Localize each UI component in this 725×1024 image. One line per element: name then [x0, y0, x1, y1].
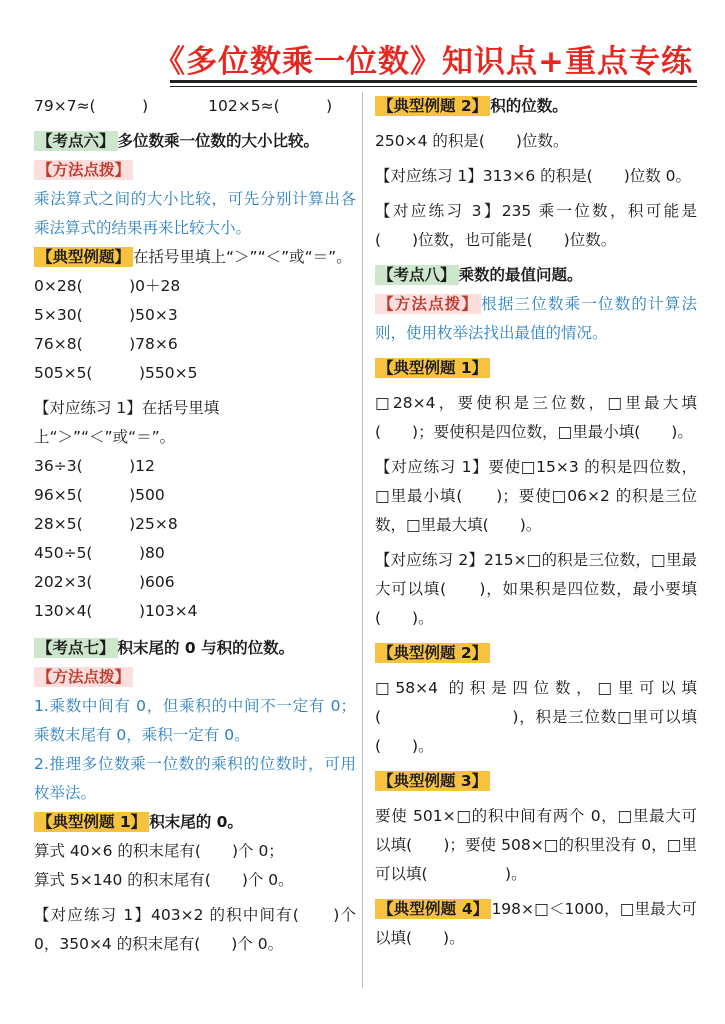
method-text-2a: 1.乘数中间有 0，但乘积的中间不一定有 0；乘数末尾有 0，乘积一定有 0。	[34, 697, 356, 744]
r-example-tag-2: 【典型例题 1】	[375, 358, 490, 378]
r-example-line-3: □58×4 的积是四位数，□里可以填( )，积是三位数□里可以填( )。	[375, 679, 697, 755]
left-column	[34, 92, 356, 959]
right-column	[375, 92, 697, 953]
r-example-heading-3	[375, 639, 697, 668]
r-practice-b2: 【对应练习 2】215×□的积是三位数，□里最大可以填( )，如果积是四位数，最小要填( )。	[375, 551, 697, 627]
method-heading-1	[34, 156, 356, 185]
practice-line: 450÷5( )80	[34, 544, 165, 562]
page-title: 《多位数乘一位数》知识点+重点专练	[154, 44, 693, 80]
r-example-heading-1	[375, 92, 697, 121]
practice-line: 96×5( )500	[34, 486, 165, 504]
r-example-tag-5: 【典型例题 4】	[375, 899, 491, 919]
example-tag-2: 【典型例题 1】	[34, 812, 149, 832]
practice-line: 28×5( )25×8	[34, 515, 178, 533]
r-practice-3: 【对应练习 3】235 乘一位数，积可能是( )位数，也可能是( )位数。	[375, 202, 697, 249]
example-line: 76×8( )78×6	[34, 335, 178, 353]
r-example-heading-2	[375, 354, 697, 383]
example-line: 505×5( )550×5	[34, 364, 198, 382]
k8-title: 乘数的最值问题。	[458, 266, 583, 284]
k8-tag: 【考点八】	[375, 265, 459, 285]
example-heading-1	[34, 243, 356, 272]
estimate-item-2: 102×5≈( )	[208, 97, 333, 115]
example-text-1: 在括号里填上“＞”“＜”或“＝”。	[133, 248, 352, 266]
r-example-heading-4	[375, 767, 697, 796]
r-example-tag-3: 【典型例题 2】	[375, 643, 490, 663]
r-example-text-5: 198×□＜1000，□里最大可以填( )。	[375, 900, 697, 947]
r-example-text-1: 积的位数。	[490, 97, 568, 115]
method-heading-2	[34, 663, 356, 692]
r-example-heading-5	[375, 895, 697, 953]
practice-line: 130×4( )103×4	[34, 602, 198, 620]
estimate-row	[34, 92, 356, 121]
r-practice-1: 【对应练习 1】313×6 的积是( )位数 0。	[375, 167, 692, 185]
method-text-1: 乘法算式之间的大小比较，可先分别计算出各乘法算式的结果再来比较大小。	[34, 190, 356, 237]
method-text-2b: 2.推理多位数乘一位数的乘积的位数时，可用枚举法。	[34, 755, 356, 802]
k6-title: 多位数乘一位数的大小比较。	[117, 132, 320, 150]
title-underline	[170, 80, 697, 83]
column-divider	[362, 92, 363, 988]
r-example-line-2: □28×4，要使积是三位数，□里最大填( )；要使积是四位数，□里最小填( )。	[375, 394, 697, 441]
r-practice-b1: 【对应练习 1】要使□15×3 的积是四位数，□里最小填( )；要使□06×2 的积是三位数，□里最大填( )。	[375, 458, 697, 534]
r-example-line-4: 要使 501×□的积中间有两个 0，□里最大可以填( )；要使 508×□的积里没有 0，□里可以填( )。	[375, 807, 697, 883]
example-heading-2	[34, 808, 356, 837]
estimate-item-1: 79×7≈( )	[34, 97, 149, 115]
section-k8-heading	[375, 261, 697, 290]
example-line: 0×28( )0＋28	[34, 277, 181, 295]
example-text-2: 积末尾的 0。	[149, 813, 243, 831]
r-example-tag-4: 【典型例题 3】	[375, 771, 490, 791]
method-tag-2: 【方法点拨】	[34, 667, 133, 687]
example-tag-1: 【典型例题】	[34, 247, 133, 267]
r-method-tag: 【方法点拨】	[375, 294, 481, 314]
section-k7-heading	[34, 634, 356, 663]
practice-line: 202×3( )606	[34, 573, 175, 591]
practice-2: 【对应练习 1】403×2 的积中间有( )个 0，350×4 的积末尾有( )个 0。	[34, 906, 356, 953]
method-tag-1: 【方法点拨】	[34, 160, 133, 180]
example-line: 5×30( )50×3	[34, 306, 178, 324]
example-line: 算式 5×140 的积末尾有( )个 0。	[34, 871, 294, 889]
practice-line: 36÷3( )12	[34, 457, 155, 475]
k7-title: 积末尾的 0 与积的位数。	[117, 639, 295, 657]
r-method-text: 根据三位数乘一位数的计算法则，使用枚举法找出最值的情况。	[375, 295, 697, 342]
title-underline-thin	[170, 86, 697, 87]
section-k6-heading	[34, 127, 356, 156]
example-line: 算式 40×6 的积末尾有( )个 0；	[34, 842, 284, 860]
k6-tag: 【考点六】	[34, 131, 118, 151]
r-method	[375, 290, 697, 348]
r-line-1: 250×4 的积是( )位数。	[375, 132, 569, 150]
r-example-tag-1: 【典型例题 2】	[375, 96, 490, 116]
k7-tag: 【考点七】	[34, 638, 118, 658]
practice-1: 【对应练习 1】在括号里填上“＞”“＜”或“＝”。	[34, 399, 220, 446]
